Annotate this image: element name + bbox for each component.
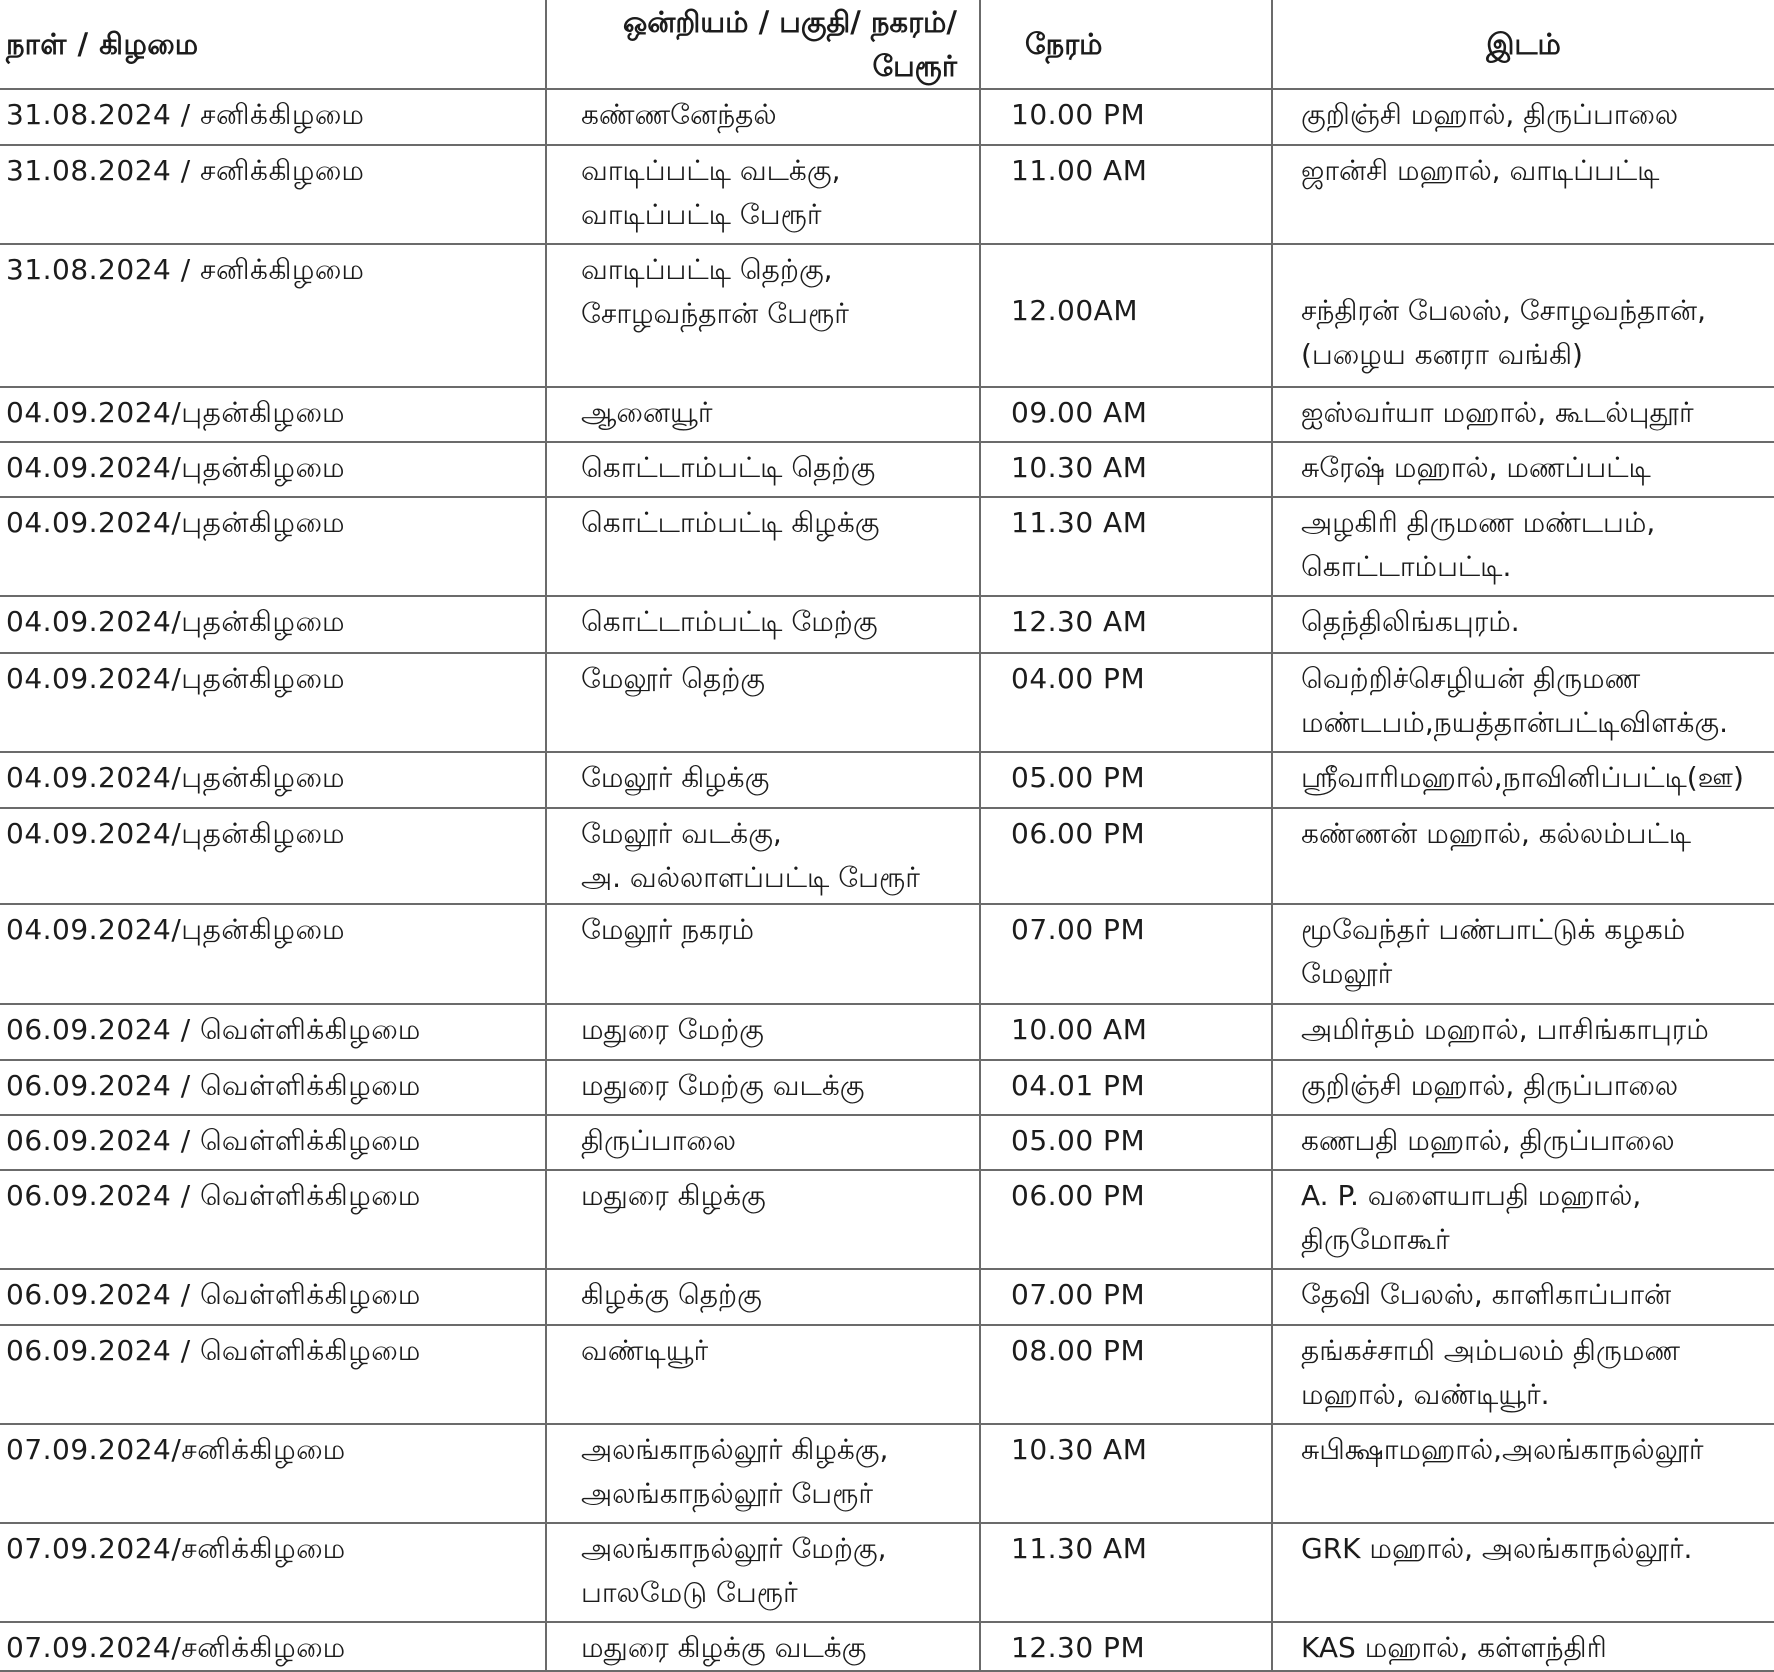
cell-time: 10.30 AM	[980, 1424, 1272, 1523]
cell-area: மேலூர் நகரம்	[546, 904, 980, 1004]
cell-date: 06.09.2024 / வெள்ளிக்கிழமை	[0, 1269, 546, 1325]
table-row	[0, 145, 1774, 244]
cell-place: சுரேஷ் மஹால், மணப்பட்டி	[1272, 442, 1774, 497]
cell-time: 12.30 AM	[980, 596, 1272, 653]
table-row	[0, 653, 1774, 752]
cell-area: கொட்டாம்பட்டி தெற்கு	[546, 442, 980, 497]
cell-time: 08.00 PM	[980, 1325, 1272, 1424]
header-time: நேரம்	[980, 0, 1272, 89]
cell-date: 31.08.2024 / சனிக்கிழமை	[0, 145, 546, 244]
table-row	[0, 1170, 1774, 1269]
cell-place: அழகிரி திருமண மண்டபம், கொட்டாம்பட்டி.	[1272, 497, 1774, 596]
header-row	[0, 0, 1774, 89]
cell-area: திருப்பாலை	[546, 1115, 980, 1170]
table-row	[0, 442, 1774, 497]
cell-date: 04.09.2024/புதன்கிழமை	[0, 497, 546, 596]
cell-area: மதுரை மேற்கு வடக்கு	[546, 1060, 980, 1115]
cell-area: வண்டியூர்	[546, 1325, 980, 1424]
cell-place: சுபிக்ஷாமஹால்,அலங்காநல்லூர்	[1272, 1424, 1774, 1523]
cell-date: 06.09.2024 / வெள்ளிக்கிழமை	[0, 1060, 546, 1115]
cell-area: வாடிப்பட்டி தெற்கு, சோழவந்தான் பேரூர்	[546, 244, 980, 387]
table-row	[0, 497, 1774, 596]
cell-date: 07.09.2024/சனிக்கிழமை	[0, 1523, 546, 1622]
cell-time: 05.00 PM	[980, 752, 1272, 808]
cell-date: 06.09.2024 / வெள்ளிக்கிழமை	[0, 1170, 546, 1269]
cell-date: 04.09.2024/புதன்கிழமை	[0, 752, 546, 808]
cell-area: கொட்டாம்பட்டி கிழக்கு	[546, 497, 980, 596]
cell-date: 31.08.2024 / சனிக்கிழமை	[0, 244, 546, 387]
table-row	[0, 1424, 1774, 1523]
cell-place: A. P. வளையாபதி மஹால், திருமோகூர்	[1272, 1170, 1774, 1269]
cell-time: 10.00 PM	[980, 89, 1272, 145]
table-row	[0, 387, 1774, 442]
cell-date: 31.08.2024 / சனிக்கிழமை	[0, 89, 546, 145]
cell-area: மேலூர் தெற்கு	[546, 653, 980, 752]
cell-place: கணபதி மஹால், திருப்பாலை	[1272, 1115, 1774, 1170]
header-place: இடம்	[1272, 0, 1774, 89]
cell-date: 04.09.2024/புதன்கிழமை	[0, 596, 546, 653]
cell-time: 06.00 PM	[980, 1170, 1272, 1269]
cell-time: 05.00 PM	[980, 1115, 1272, 1170]
cell-area: ஆனையூர்	[546, 387, 980, 442]
cell-area: கண்ணனேந்தல்	[546, 89, 980, 145]
cell-place: குறிஞ்சி மஹால், திருப்பாலை	[1272, 1060, 1774, 1115]
cell-place: KAS மஹால், கள்ளந்திரி	[1272, 1622, 1774, 1671]
cell-time: 04.00 PM	[980, 653, 1272, 752]
cell-time: 12.30 PM	[980, 1622, 1272, 1671]
cell-time: 11.30 AM	[980, 497, 1272, 596]
cell-place: மூவேந்தர் பண்பாட்டுக் கழகம் மேலூர்	[1272, 904, 1774, 1004]
cell-area: மேலூர் வடக்கு, அ. வல்லாளப்பட்டி பேரூர்	[546, 808, 980, 904]
cell-time: 07.00 PM	[980, 904, 1272, 1004]
cell-area: அலங்காநல்லூர் கிழக்கு, அலங்காநல்லூர் பேரூர்	[546, 1424, 980, 1523]
cell-time: 06.00 PM	[980, 808, 1272, 904]
cell-place: குறிஞ்சி மஹால், திருப்பாலை	[1272, 89, 1774, 145]
table-row	[0, 596, 1774, 653]
cell-area: மேலூர் கிழக்கு	[546, 752, 980, 808]
cell-area: அலங்காநல்லூர் மேற்கு, பாலமேடு பேரூர்	[546, 1523, 980, 1622]
table-row	[0, 1115, 1774, 1170]
table-row	[0, 1269, 1774, 1325]
cell-date: 06.09.2024 / வெள்ளிக்கிழமை	[0, 1004, 546, 1060]
cell-date: 04.09.2024/புதன்கிழமை	[0, 808, 546, 904]
cell-place: தெந்திலிங்கபுரம்.	[1272, 596, 1774, 653]
table-row	[0, 1523, 1774, 1622]
cell-time: 09.00 AM	[980, 387, 1272, 442]
cell-date: 04.09.2024/புதன்கிழமை	[0, 904, 546, 1004]
cell-area: மதுரை கிழக்கு	[546, 1170, 980, 1269]
cell-place: GRK மஹால், அலங்காநல்லூர்.	[1272, 1523, 1774, 1622]
cell-date: 04.09.2024/புதன்கிழமை	[0, 387, 546, 442]
cell-place: ஸ்ரீவாரிமஹால்,நாவினிப்பட்டி(ஊ)	[1272, 752, 1774, 808]
cell-date: 06.09.2024 / வெள்ளிக்கிழமை	[0, 1325, 546, 1424]
cell-place: தங்கச்சாமி அம்பலம் திருமண மஹால், வண்டியூர்.	[1272, 1325, 1774, 1424]
cell-time: 10.30 AM	[980, 442, 1272, 497]
table-row	[0, 808, 1774, 904]
cell-area: கிழக்கு தெற்கு	[546, 1269, 980, 1325]
cell-area: கொட்டாம்பட்டி மேற்கு	[546, 596, 980, 653]
cell-date: 04.09.2024/புதன்கிழமை	[0, 653, 546, 752]
table-row	[0, 904, 1774, 1004]
header-area: ஒன்றியம் / பகுதி/ நகரம்/ பேரூர்	[546, 0, 980, 89]
cell-place: வெற்றிச்செழியன் திருமண மண்டபம்,நயத்தான்பட்டிவிளக்கு.	[1272, 653, 1774, 752]
header-date: நாள் / கிழமை	[0, 0, 546, 89]
cell-place: சந்திரன் பேலஸ், சோழவந்தான், (பழைய கனரா வங்கி)	[1272, 244, 1774, 387]
cell-place: ஜான்சி மஹால், வாடிப்பட்டி	[1272, 145, 1774, 244]
cell-date: 07.09.2024/சனிக்கிழமை	[0, 1622, 546, 1671]
cell-date: 04.09.2024/புதன்கிழமை	[0, 442, 546, 497]
cell-time: 07.00 PM	[980, 1269, 1272, 1325]
cell-time: 11.30 AM	[980, 1523, 1272, 1622]
cell-area: வாடிப்பட்டி வடக்கு, வாடிப்பட்டி பேரூர்	[546, 145, 980, 244]
cell-place: ஐஸ்வர்யா மஹால், கூடல்புதூர்	[1272, 387, 1774, 442]
table-row	[0, 244, 1774, 387]
cell-place: தேவி பேலஸ், காளிகாப்பான்	[1272, 1269, 1774, 1325]
cell-place: கண்ணன் மஹால், கல்லம்பட்டி	[1272, 808, 1774, 904]
cell-time: 04.01 PM	[980, 1060, 1272, 1115]
table-row	[0, 1004, 1774, 1060]
cell-date: 06.09.2024 / வெள்ளிக்கிழமை	[0, 1115, 546, 1170]
cell-date: 07.09.2024/சனிக்கிழமை	[0, 1424, 546, 1523]
table-row	[0, 1325, 1774, 1424]
table-row	[0, 752, 1774, 808]
cell-area: மதுரை மேற்கு	[546, 1004, 980, 1060]
cell-time: 12.00AM	[980, 244, 1272, 387]
cell-time: 11.00 AM	[980, 145, 1272, 244]
cell-place: அமிர்தம் மஹால், பாசிங்காபுரம்	[1272, 1004, 1774, 1060]
table-row	[0, 1060, 1774, 1115]
cell-area: மதுரை கிழக்கு வடக்கு	[546, 1622, 980, 1671]
table-row	[0, 1622, 1774, 1671]
cell-time: 10.00 AM	[980, 1004, 1272, 1060]
table-row	[0, 89, 1774, 145]
